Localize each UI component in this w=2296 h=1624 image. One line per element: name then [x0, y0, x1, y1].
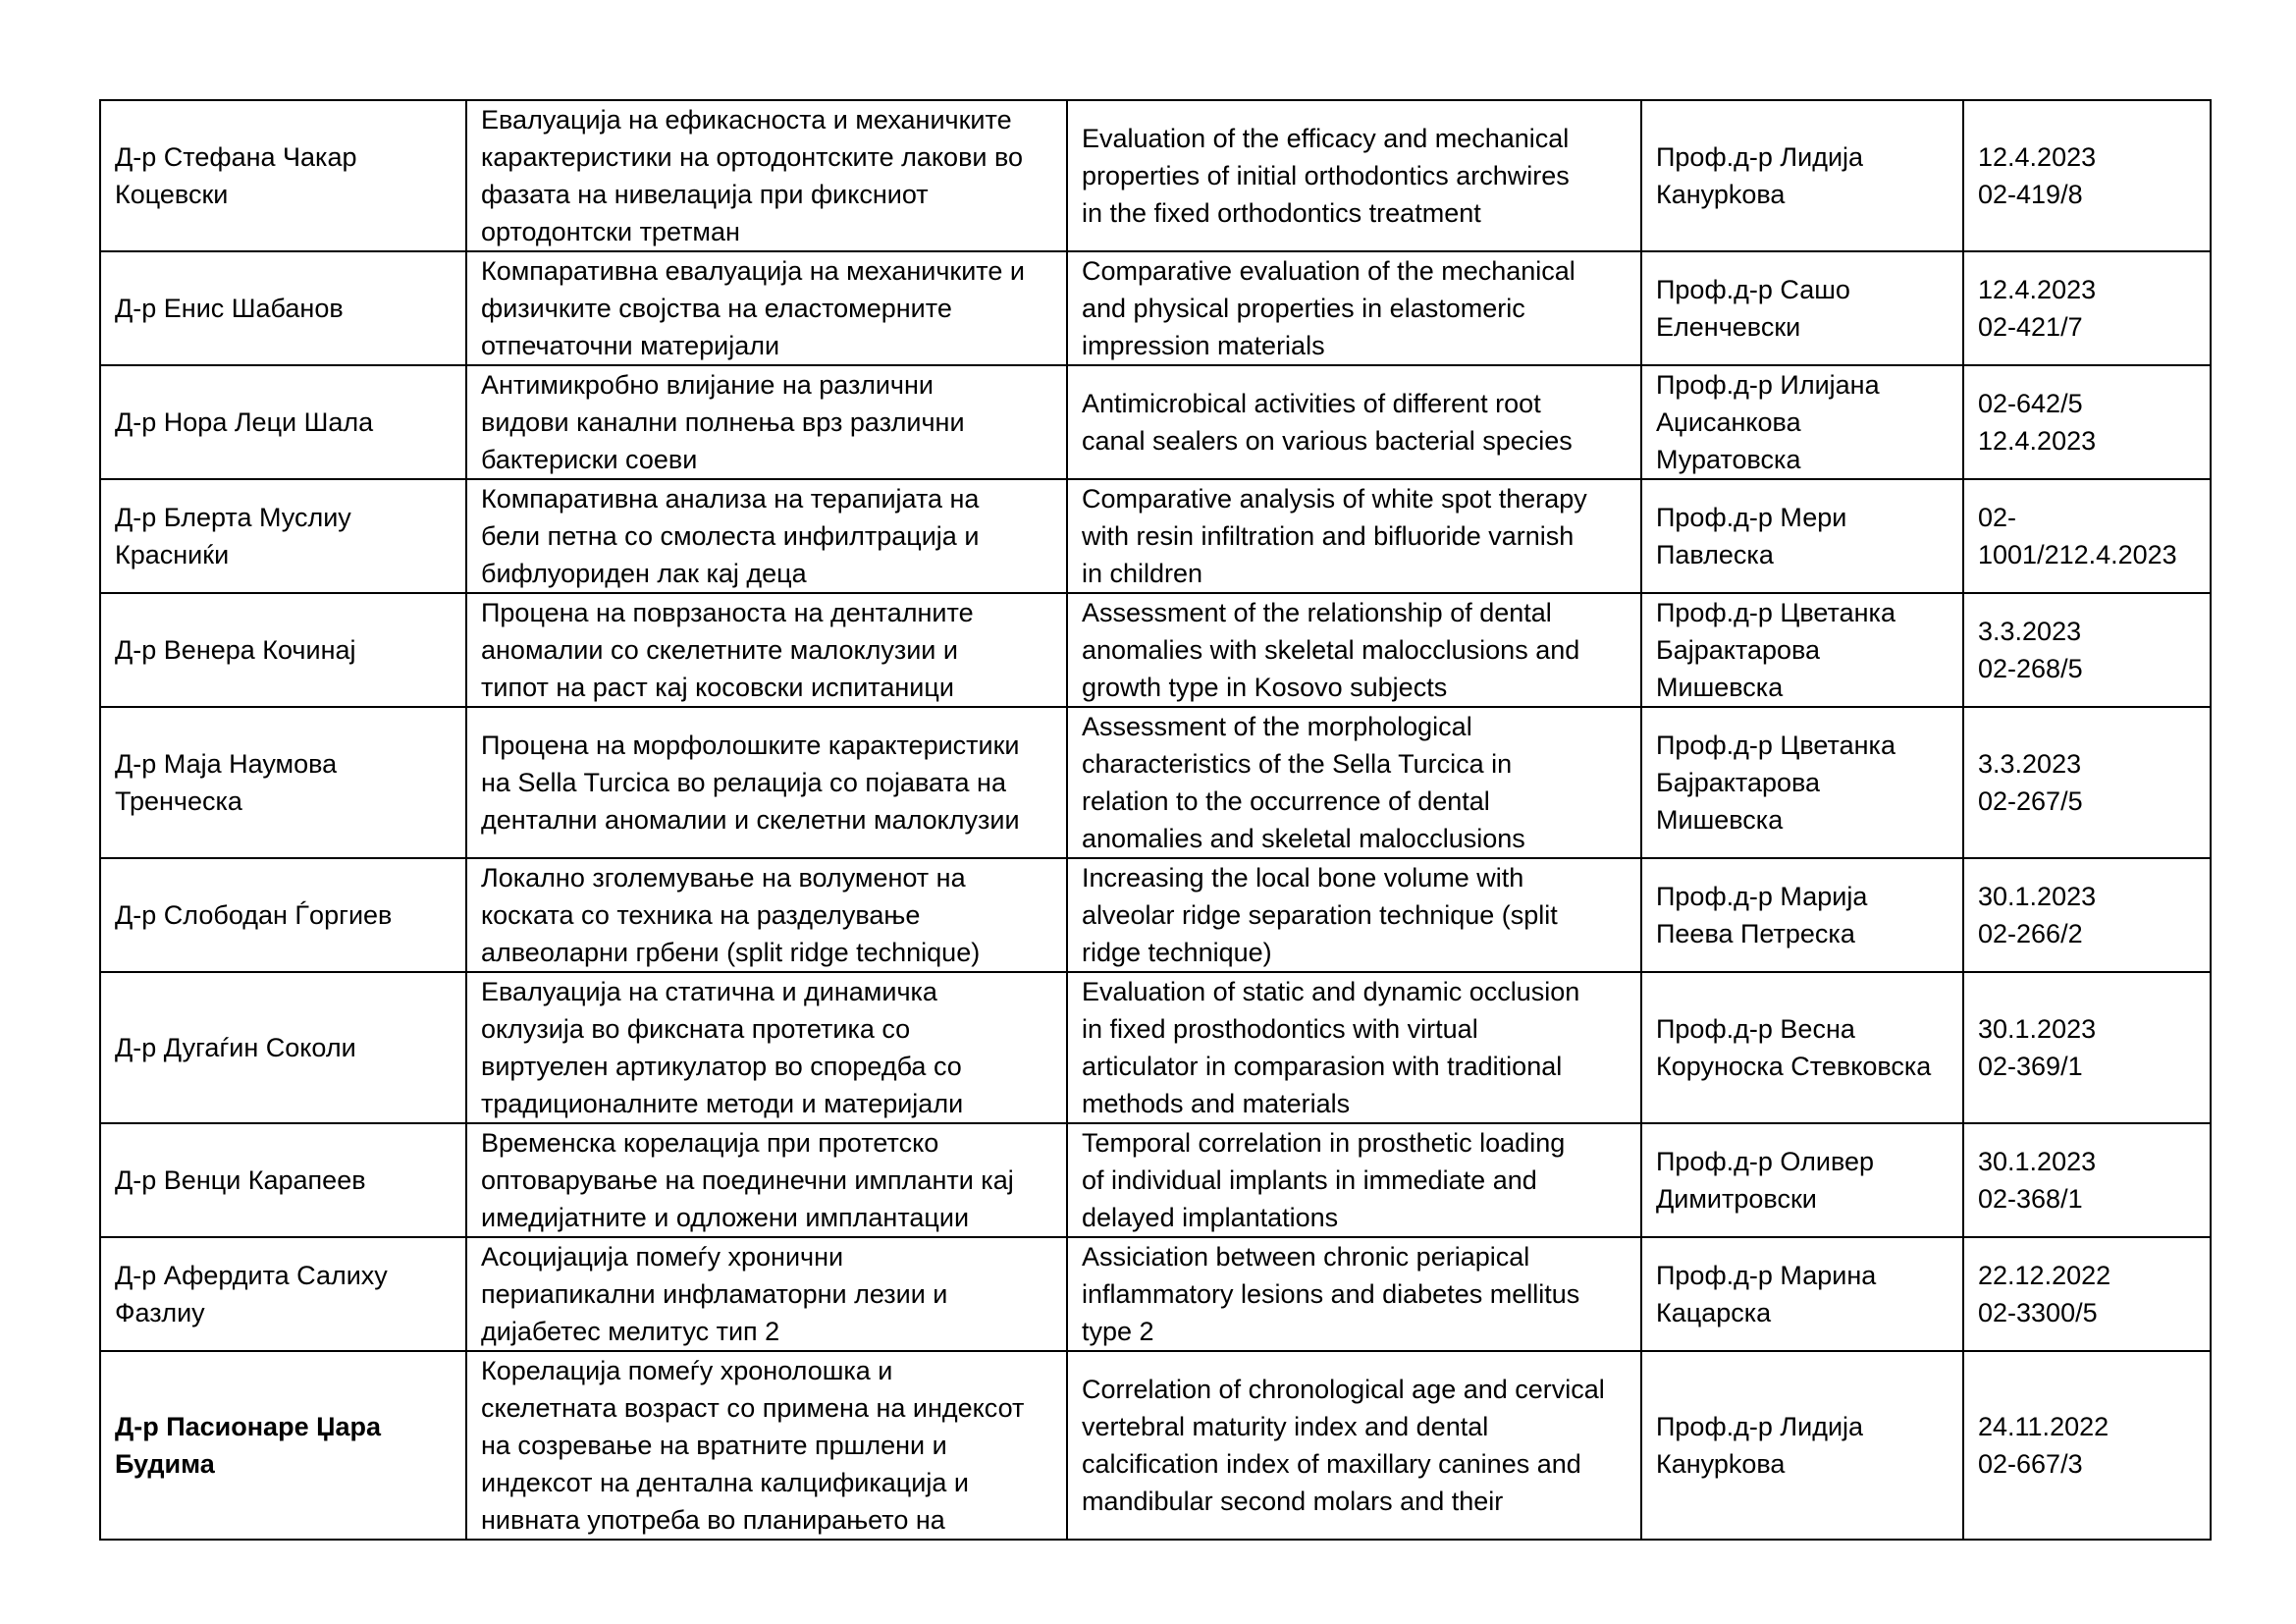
cell-text-line: Comparative evaluation of the mechanical	[1082, 256, 1575, 286]
cell-text-line: Асоцијација помеѓу хронични	[481, 1242, 844, 1272]
cell-text-line: Проф.д-р Лидија	[1656, 142, 1864, 172]
cell-text-line: оклузија во фиксната протетика со	[481, 1014, 911, 1044]
table-row	[100, 593, 2211, 707]
cell-text-line: бели петна со смолеста инфилтрација и	[481, 521, 980, 551]
cell-text-line: Проф.д-р Марија	[1656, 882, 1868, 911]
cell-text-line: Коруноска Стевковска	[1656, 1052, 1932, 1081]
cell-text-line: коската со техника на разделување	[481, 900, 921, 930]
cell-text-line: 02-642/5	[1978, 389, 2083, 418]
cell-text-line: Временска корелација при протетско	[481, 1128, 939, 1158]
cell-text-line: Assessment of the morphological	[1082, 712, 1472, 741]
cell-text-line: Д-р Афердита Салиху	[115, 1261, 388, 1290]
decision-cell	[1963, 251, 2211, 365]
decision-cell	[1963, 1237, 2211, 1351]
cell-text-line: type 2	[1082, 1317, 1154, 1346]
cell-text-line: Проф.д-р Весна	[1656, 1014, 1855, 1044]
cell-text-line: delayed implantations	[1082, 1203, 1339, 1232]
cell-text-line: Д-р Стефана Чакар	[115, 142, 357, 172]
cell-text-line: 3.3.2023	[1978, 749, 2082, 779]
cell-text-line: relation to the occurrence of dental	[1082, 786, 1490, 816]
cell-text-line: ridge technique)	[1082, 938, 1272, 967]
cell-text-line: Д-р Слободан Ѓоргиев	[115, 900, 393, 930]
doctoral-theses-table	[99, 99, 2212, 1541]
cell-text-line: anomalies with skeletal malocclusions and	[1082, 635, 1580, 665]
cell-text-line: Евалуација на ефикасноста и механичките	[481, 105, 1012, 135]
cell-text-line: 30.1.2023	[1978, 882, 2097, 911]
cell-text-line: mandibular second molars and their	[1082, 1487, 1504, 1516]
table-row	[100, 479, 2211, 593]
cell-text-line: anomalies and skeletal malocclusions	[1082, 824, 1525, 853]
candidate-cell	[100, 593, 466, 707]
cell-text-line: оптоварување на поединечни импланти кај	[481, 1165, 1014, 1195]
cell-text-line: Проф.д-р Оливер	[1656, 1147, 1875, 1176]
cell-text-line: физичките својства на еластомерните	[481, 294, 952, 323]
cell-text-line: of individual implants in immediate and	[1082, 1165, 1537, 1195]
cell-text-line: in fixed prosthodontics with virtual	[1082, 1014, 1478, 1044]
cell-text-line: Assiciation between chronic periapical	[1082, 1242, 1530, 1272]
cell-text-line: Evaluation of static and dynamic occlusion	[1082, 977, 1580, 1006]
title-en-cell	[1067, 100, 1641, 251]
cell-text-line: Temporal correlation in prosthetic loading	[1082, 1128, 1566, 1158]
cell-text-line: in the fixed orthodontics treatment	[1082, 198, 1481, 228]
mentor-cell	[1641, 100, 1963, 251]
title-mk-cell	[466, 1123, 1067, 1237]
cell-text-line: 02-	[1978, 503, 2017, 532]
title-en-cell	[1067, 365, 1641, 479]
cell-text-line: традиционалните методи и материјали	[481, 1089, 964, 1118]
cell-text-line: Кацарска	[1656, 1298, 1772, 1327]
cell-text-line: Антимикробно влијание на различни	[481, 370, 934, 400]
cell-text-line: 30.1.2023	[1978, 1014, 2097, 1044]
cell-text-line: виртуелен артикулатор во споредба со	[481, 1052, 962, 1081]
cell-text-line: нивната употреба во планирањето на	[481, 1505, 945, 1535]
table-body	[100, 100, 2211, 1540]
candidate-cell	[100, 707, 466, 858]
candidate-cell	[100, 479, 466, 593]
cell-text-line: типот на раст кај косовски испитаници	[481, 673, 954, 702]
cell-text-line: and physical properties in elastomeric	[1082, 294, 1525, 323]
cell-text-line: Д-р Маја Наумова	[115, 749, 338, 779]
cell-text-line: Increasing the local bone volume with	[1082, 863, 1524, 893]
cell-text-line: Assessment of the relationship of dental	[1082, 598, 1552, 627]
table-row	[100, 1237, 2211, 1351]
table-row	[100, 100, 2211, 251]
cell-text-line: Красниќи	[115, 540, 230, 569]
mentor-cell	[1641, 593, 1963, 707]
cell-text-line: 02-667/3	[1978, 1449, 2083, 1479]
cell-text-line: Компаративна евалуација на механичките и	[481, 256, 1025, 286]
decision-cell	[1963, 479, 2211, 593]
title-en-cell	[1067, 251, 1641, 365]
title-mk-cell	[466, 100, 1067, 251]
cell-text-line: 22.12.2022	[1978, 1261, 2111, 1290]
cell-text-line: Comparative analysis of white spot therapy	[1082, 484, 1587, 514]
cell-text-line: Проф.д-р Марина	[1656, 1261, 1877, 1290]
cell-text-line: with resin infiltration and bifluoride varnish	[1082, 521, 1575, 551]
cell-text-line: Будима	[115, 1449, 215, 1479]
cell-text-line: Проф.д-р Илијана	[1656, 370, 1880, 400]
cell-text-line: Компаративна анализа на терапијата на	[481, 484, 980, 514]
cell-text-line: vertebral maturity index and dental	[1082, 1412, 1489, 1441]
cell-text-line: алвеоларни грбени (split ridge technique)	[481, 938, 981, 967]
cell-text-line: 02-421/7	[1978, 312, 2083, 342]
cell-text-line: дијабетес мелитус тип 2	[481, 1317, 780, 1346]
cell-text-line: Канурkова	[1656, 1449, 1786, 1479]
cell-text-line: Павлеска	[1656, 540, 1774, 569]
cell-text-line: Проф.д-р Лидија	[1656, 1412, 1864, 1441]
cell-text-line: Аџисанкова	[1656, 407, 1801, 437]
cell-text-line: 24.11.2022	[1978, 1412, 2109, 1441]
cell-text-line: Д-р Нора Леци Шала	[115, 407, 374, 437]
mentor-cell	[1641, 1351, 1963, 1540]
mentor-cell	[1641, 1237, 1963, 1351]
title-mk-cell	[466, 479, 1067, 593]
cell-text-line: Antimicrobical activities of different root	[1082, 389, 1541, 418]
decision-cell	[1963, 707, 2211, 858]
cell-text-line: Евалуација на статична и динамичка	[481, 977, 937, 1006]
table-row	[100, 251, 2211, 365]
table-row	[100, 858, 2211, 972]
cell-text-line: inflammatory lesions and diabetes mellitus	[1082, 1279, 1580, 1309]
cell-text-line: Мишевска	[1656, 805, 1784, 835]
table-row	[100, 1123, 2211, 1237]
cell-text-line: Процена на морфолошките карактеристики	[481, 731, 1020, 760]
cell-text-line: Димитровски	[1656, 1184, 1817, 1214]
cell-text-line: 02-3300/5	[1978, 1298, 2098, 1327]
cell-text-line: 02-419/8	[1978, 180, 2083, 209]
cell-text-line: impression materials	[1082, 331, 1325, 360]
table-row	[100, 972, 2211, 1123]
decision-cell	[1963, 100, 2211, 251]
title-mk-cell	[466, 972, 1067, 1123]
cell-text-line: alveolar ridge separation technique (split	[1082, 900, 1558, 930]
cell-text-line: Д-р Дугаѓин Соколи	[115, 1033, 356, 1062]
decision-cell	[1963, 1351, 2211, 1540]
decision-cell	[1963, 365, 2211, 479]
cell-text-line: canal sealers on various bacterial species	[1082, 426, 1573, 456]
cell-text-line: Фазлиу	[115, 1298, 205, 1327]
cell-text-line: 12.4.2023	[1978, 142, 2097, 172]
decision-cell	[1963, 1123, 2211, 1237]
cell-text-line: аномалии со скелетните малоклузии и	[481, 635, 958, 665]
title-en-cell	[1067, 858, 1641, 972]
cell-text-line: ортодонтски третман	[481, 217, 740, 246]
candidate-cell	[100, 972, 466, 1123]
cell-text-line: Канурkова	[1656, 180, 1786, 209]
cell-text-line: Д-р Блерта Муслиу	[115, 503, 351, 532]
cell-text-line: Бајрактарова	[1656, 635, 1821, 665]
candidate-cell	[100, 251, 466, 365]
cell-text-line: Еленчевски	[1656, 312, 1801, 342]
cell-text-line: properties of initial orthodontics archwires	[1082, 161, 1570, 190]
cell-text-line: Проф.д-р Цветанка	[1656, 598, 1896, 627]
cell-text-line: бактериски соеви	[481, 445, 698, 474]
title-mk-cell	[466, 593, 1067, 707]
cell-text-line: 02-266/2	[1978, 919, 2083, 948]
cell-text-line: 02-268/5	[1978, 654, 2083, 683]
mentor-cell	[1641, 972, 1963, 1123]
cell-text-line: Процена на поврзаноста на денталните	[481, 598, 974, 627]
cell-text-line: methods and materials	[1082, 1089, 1351, 1118]
cell-text-line: скелетната возраст со примена на индексот	[481, 1393, 1025, 1423]
decision-cell	[1963, 593, 2211, 707]
cell-text-line: 1001/212.4.2023	[1978, 540, 2177, 569]
cell-text-line: 12.4.2023	[1978, 426, 2097, 456]
candidate-cell	[100, 858, 466, 972]
cell-text-line: дентални аномалии и скелетни малоклузии	[481, 805, 1020, 835]
table-row	[100, 707, 2211, 858]
cell-text-line: видови канални полнења врз различни	[481, 407, 965, 437]
cell-text-line: карактеристики на ортодонтските лакови во	[481, 142, 1024, 172]
cell-text-line: in children	[1082, 559, 1203, 588]
title-en-cell	[1067, 593, 1641, 707]
cell-text-line: 02-369/1	[1978, 1052, 2083, 1081]
cell-text-line: Correlation of chronological age and cervical	[1082, 1375, 1605, 1404]
cell-text-line: Evaluation of the efficacy and mechanical	[1082, 124, 1570, 153]
cell-text-line: фазата на нивелација при фиксниот	[481, 180, 929, 209]
cell-text-line: Пеева Петреска	[1656, 919, 1855, 948]
cell-text-line: calcification index of maxillary canines and	[1082, 1449, 1581, 1479]
candidate-cell	[100, 1351, 466, 1540]
mentor-cell	[1641, 365, 1963, 479]
cell-text-line: Муратовска	[1656, 445, 1801, 474]
cell-text-line: Д-р Пасионаре Џара	[115, 1412, 382, 1441]
cell-text-line: бифлуориден лак кај деца	[481, 559, 807, 588]
candidate-cell	[100, 1123, 466, 1237]
cell-text-line: 02-267/5	[1978, 786, 2083, 816]
title-mk-cell	[466, 858, 1067, 972]
cell-text-line: Д-р Венера Кочинај	[115, 635, 356, 665]
cell-text-line: Мишевска	[1656, 673, 1784, 702]
cell-text-line: growth type in Kosovo subjects	[1082, 673, 1448, 702]
cell-text-line: периапикални инфламаторни лезии и	[481, 1279, 948, 1309]
cell-text-line: articulator in comparasion with traditional	[1082, 1052, 1563, 1081]
cell-text-line: Коцевски	[115, 180, 229, 209]
candidate-cell	[100, 365, 466, 479]
cell-text-line: 3.3.2023	[1978, 617, 2082, 646]
cell-text-line: имедијатните и одложени имплантации	[481, 1203, 970, 1232]
table-row	[100, 365, 2211, 479]
cell-text-line: индексот на дентална калцификација и	[481, 1468, 969, 1497]
cell-text-line: 12.4.2023	[1978, 275, 2097, 304]
cell-text-line: 30.1.2023	[1978, 1147, 2097, 1176]
cell-text-line: на Sella Turcica во релација со појавата на	[481, 768, 1006, 797]
cell-text-line: Тренческа	[115, 786, 242, 816]
title-mk-cell	[466, 365, 1067, 479]
cell-text-line: Бајрактарова	[1656, 768, 1821, 797]
title-en-cell	[1067, 972, 1641, 1123]
candidate-cell	[100, 1237, 466, 1351]
cell-text-line: Д-р Венци Карапеев	[115, 1165, 366, 1195]
title-en-cell	[1067, 1123, 1641, 1237]
title-en-cell	[1067, 1237, 1641, 1351]
decision-cell	[1963, 972, 2211, 1123]
mentor-cell	[1641, 1123, 1963, 1237]
cell-text-line: Д-р Енис Шабанов	[115, 294, 344, 323]
cell-text-line: Проф.д-р Сашо	[1656, 275, 1850, 304]
title-mk-cell	[466, 251, 1067, 365]
cell-text-line: на созревање на вратните пршлени и	[481, 1431, 947, 1460]
title-mk-cell	[466, 1351, 1067, 1540]
title-mk-cell	[466, 1237, 1067, 1351]
title-en-cell	[1067, 707, 1641, 858]
cell-text-line: Проф.д-р Мери	[1656, 503, 1847, 532]
cell-text-line: Корелација помеѓу хронолошка и	[481, 1356, 893, 1385]
mentor-cell	[1641, 707, 1963, 858]
title-en-cell	[1067, 1351, 1641, 1540]
cell-text-line: 02-368/1	[1978, 1184, 2083, 1214]
cell-text-line: Локално зголемување на волуменот на	[481, 863, 966, 893]
decision-cell	[1963, 858, 2211, 972]
mentor-cell	[1641, 251, 1963, 365]
cell-text-line: characteristics of the Sella Turcica in	[1082, 749, 1513, 779]
candidate-cell	[100, 100, 466, 251]
title-mk-cell	[466, 707, 1067, 858]
cell-text-line: Проф.д-р Цветанка	[1656, 731, 1896, 760]
mentor-cell	[1641, 858, 1963, 972]
table-row	[100, 1351, 2211, 1540]
mentor-cell	[1641, 479, 1963, 593]
cell-text-line: отпечаточни материјали	[481, 331, 780, 360]
title-en-cell	[1067, 479, 1641, 593]
